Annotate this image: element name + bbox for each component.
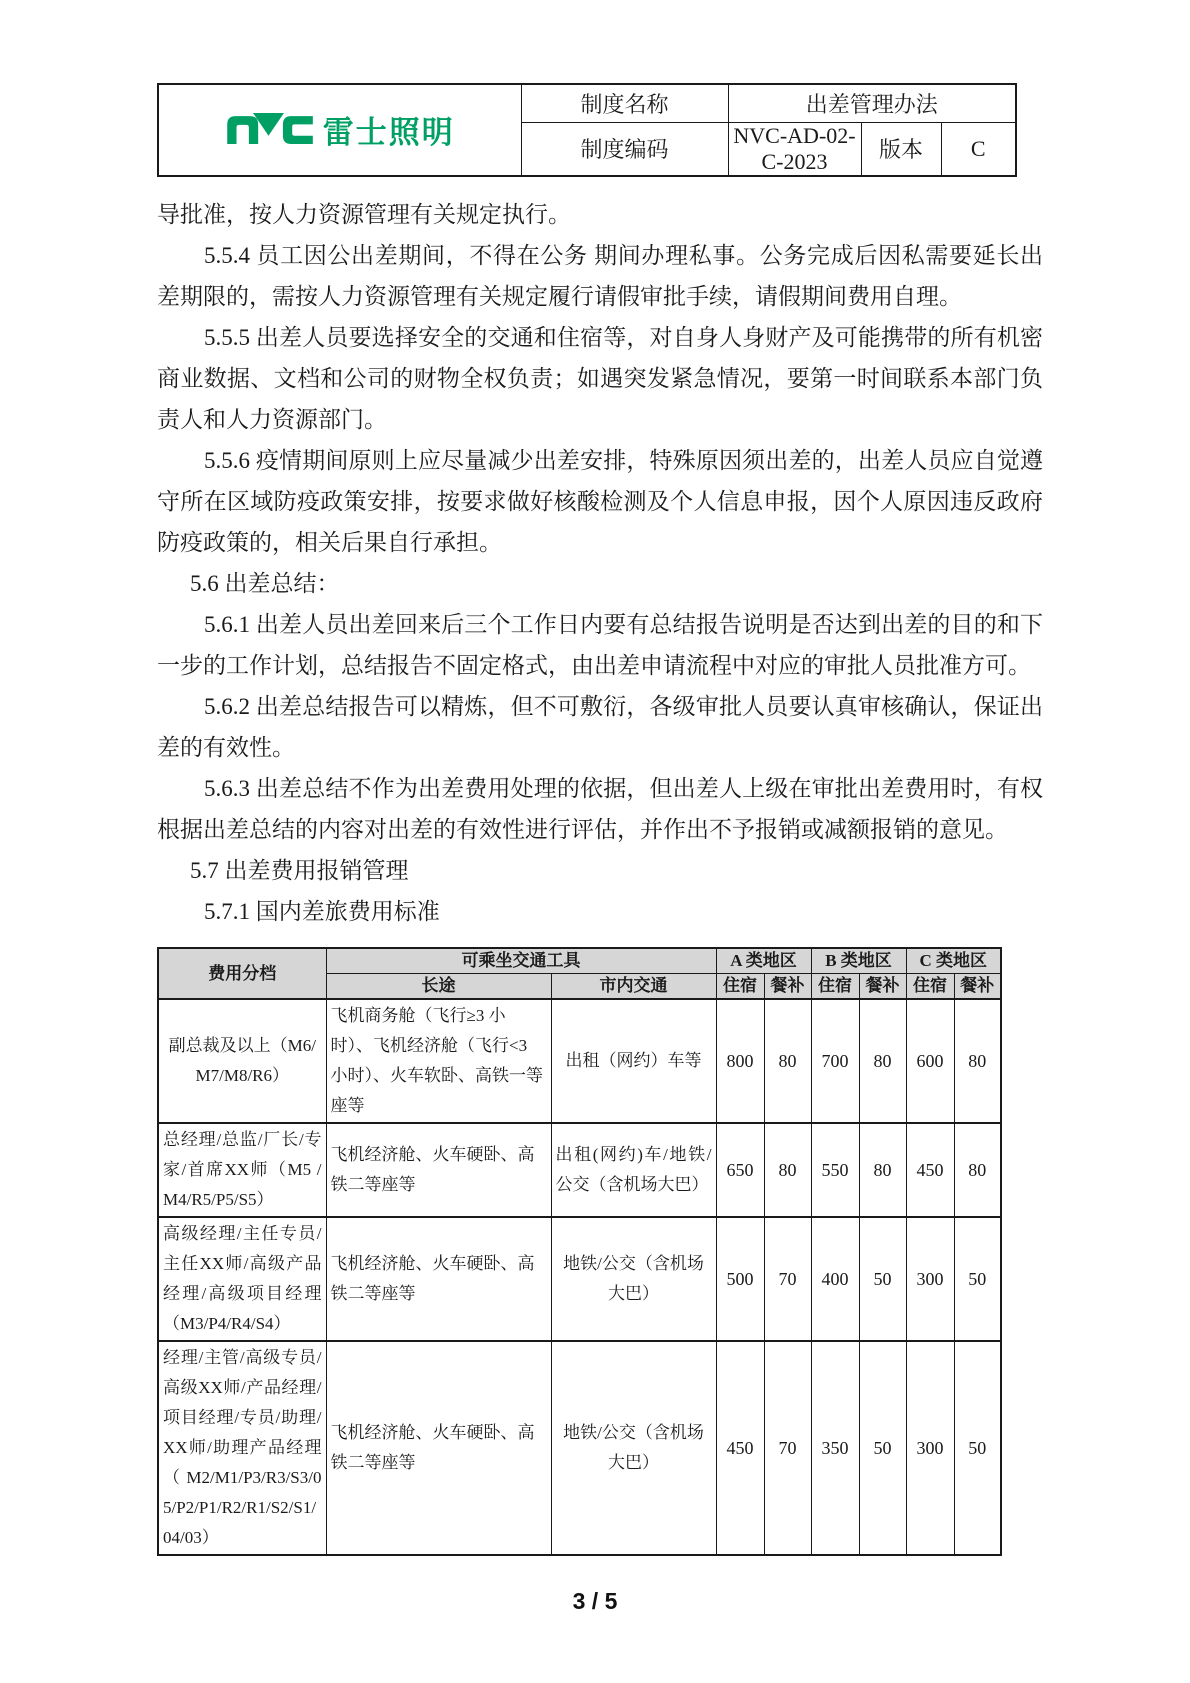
nvc-logo-icon <box>225 113 313 146</box>
meal-c-cell: 80 <box>954 1123 1001 1217</box>
paragraph-5-5-4: 5.5.4 员工因公出差期间，不得在公务 期间办理私事。公务完成后因私需要延长出差期限的，需按人力资源管理有关规定履行请假审批手续，请假期间费用自理。 <box>157 243 1043 309</box>
expense-standards-table <box>157 947 1002 1556</box>
city-transit-cell: 出租(网约)车/地铁/公交（含机场大巴） <box>551 1123 716 1217</box>
meal-b-cell: 50 <box>859 1341 906 1555</box>
lodging-a-cell: 800 <box>716 999 764 1123</box>
paragraph-5-6-1: 5.6.1 出差人员出差回来后三个工作日内要有总结报告说明是否达到出差的目的和下一步的工作计划，总结报告不固定格式，由出差申请流程中对应的审批人员批准方可。 <box>157 612 1043 678</box>
long-distance-cell: 飞机经济舱、火车硬卧、高铁二等座等 <box>326 1217 551 1341</box>
paragraph-5-5-6: 5.5.6 疫情期间原则上应尽量减少出差安排，特殊原因须出差的，出差人员应自觉遵守所在区域防疫政策安排，按要求做好核酸检测及个人信息申报，因个人原因违反政府防疫政策的，相关后果自行承担。 <box>157 448 1043 555</box>
long-distance-cell: 飞机经济舱、火车硬卧、高铁二等座等 <box>326 1341 551 1555</box>
long-distance-cell: 飞机商务舱（飞行≥3 小时）、飞机经济舱（飞行<3 小时）、火车软卧、高铁一等座等 <box>326 999 551 1123</box>
meal-b-cell: 80 <box>859 1123 906 1217</box>
lodging-c-cell: 600 <box>906 999 954 1123</box>
heading-5-7: 5.7 出差费用报销管理 <box>190 858 409 883</box>
col-header-lodging-a: 住宿 <box>716 974 764 1000</box>
meal-a-cell: 80 <box>764 999 811 1123</box>
policy-name-value: 出差管理办法 <box>728 84 1016 122</box>
lodging-c-cell: 450 <box>906 1123 954 1217</box>
lodging-a-cell: 650 <box>716 1123 764 1217</box>
col-header-region-a: A 类地区 <box>716 948 811 974</box>
paragraph-continued: 导批准，按人力资源管理有关规定执行。 <box>157 202 571 227</box>
col-header-lodging-b: 住宿 <box>811 974 859 1000</box>
lodging-a-cell: 500 <box>716 1217 764 1341</box>
table-row <box>158 1123 1001 1217</box>
logo-text: 雷士照明 <box>322 115 455 151</box>
meal-c-cell: 80 <box>954 999 1001 1123</box>
meal-c-cell: 50 <box>954 1217 1001 1341</box>
policy-code-value: NVC-AD-02-C-2023 <box>728 122 861 176</box>
col-header-grade: 费用分档 <box>158 948 326 999</box>
meal-a-cell: 70 <box>764 1341 811 1555</box>
table-row <box>158 1341 1001 1555</box>
table-row <box>158 999 1001 1123</box>
table-row <box>158 1217 1001 1341</box>
lodging-b-cell: 550 <box>811 1123 859 1217</box>
grade-cell: 副总裁及以上（M6/M7/M8/R6） <box>158 999 326 1123</box>
logo-cell <box>158 84 521 176</box>
long-distance-cell: 飞机经济舱、火车硬卧、高铁二等座等 <box>326 1123 551 1217</box>
meal-a-cell: 80 <box>764 1123 811 1217</box>
col-header-meal-a: 餐补 <box>764 974 811 1000</box>
col-header-city-transit: 市内交通 <box>551 974 716 1000</box>
lodging-b-cell: 350 <box>811 1341 859 1555</box>
heading-5-6: 5.6 出差总结： <box>190 571 340 596</box>
city-transit-cell: 出租（网约）车等 <box>551 999 716 1123</box>
paragraph-5-6-2: 5.6.2 出差总结报告可以精炼，但不可敷衍，各级审批人员要认真审核确认，保证出差的有效性。 <box>157 694 1043 760</box>
company-logo <box>159 107 521 152</box>
meal-a-cell: 70 <box>764 1217 811 1341</box>
lodging-b-cell: 400 <box>811 1217 859 1341</box>
heading-5-7-1: 5.7.1 国内差旅费用标准 <box>204 899 440 924</box>
paragraph-5-5-5: 5.5.5 出差人员要选择安全的交通和住宿等，对自身人身财产及可能携带的所有机密商业数据、文档和公司的财物全权负责；如遇突发紧急情况，要第一时间联系本部门负责人和人力资源部门。 <box>157 325 1043 432</box>
paragraph-5-6-3: 5.6.3 出差总结不作为出差费用处理的依据，但出差人上级在审批出差费用时，有权根据出差总结的内容对出差的有效性进行评估，并作出不予报销或减额报销的意见。 <box>157 776 1043 842</box>
policy-code-label: 制度编码 <box>521 122 728 176</box>
policy-name-label: 制度名称 <box>521 84 728 122</box>
lodging-c-cell: 300 <box>906 1217 954 1341</box>
col-header-region-b: B 类地区 <box>811 948 906 974</box>
version-label: 版本 <box>861 122 941 176</box>
meal-b-cell: 80 <box>859 999 906 1123</box>
grade-cell: 高级经理/主任专员/主任XX师/高级产品经理/高级项目经理（M3/P4/R4/S4） <box>158 1217 326 1341</box>
grade-cell: 经理/主管/高级专员/高级XX师/产品经理/项目经理/专员/助理/XX师/助理产品经理（M2/M1/P3/R3/S3/05/P2/P1/R2/R1/S2/S1/04/03） <box>158 1341 326 1555</box>
col-header-meal-c: 餐补 <box>954 974 1001 1000</box>
body-text <box>157 194 1043 932</box>
lodging-c-cell: 300 <box>906 1341 954 1555</box>
col-header-region-c: C 类地区 <box>906 948 1001 974</box>
document-header-table <box>157 83 1017 177</box>
meal-c-cell: 50 <box>954 1341 1001 1555</box>
col-header-meal-b: 餐补 <box>859 974 906 1000</box>
col-header-long-distance: 长途 <box>326 974 551 1000</box>
city-transit-cell: 地铁/公交（含机场大巴） <box>551 1217 716 1341</box>
page-number: 3 / 5 <box>572 1588 618 1614</box>
col-header-transport: 可乘坐交通工具 <box>326 948 716 974</box>
version-value: C <box>941 122 1016 176</box>
meal-b-cell: 50 <box>859 1217 906 1341</box>
grade-cell: 总经理/总监/厂长/专家/首席XX师（M5 /M4/R5/P5/S5） <box>158 1123 326 1217</box>
city-transit-cell: 地铁/公交（含机场大巴） <box>551 1341 716 1555</box>
lodging-b-cell: 700 <box>811 999 859 1123</box>
col-header-lodging-c: 住宿 <box>906 974 954 1000</box>
lodging-a-cell: 450 <box>716 1341 764 1555</box>
